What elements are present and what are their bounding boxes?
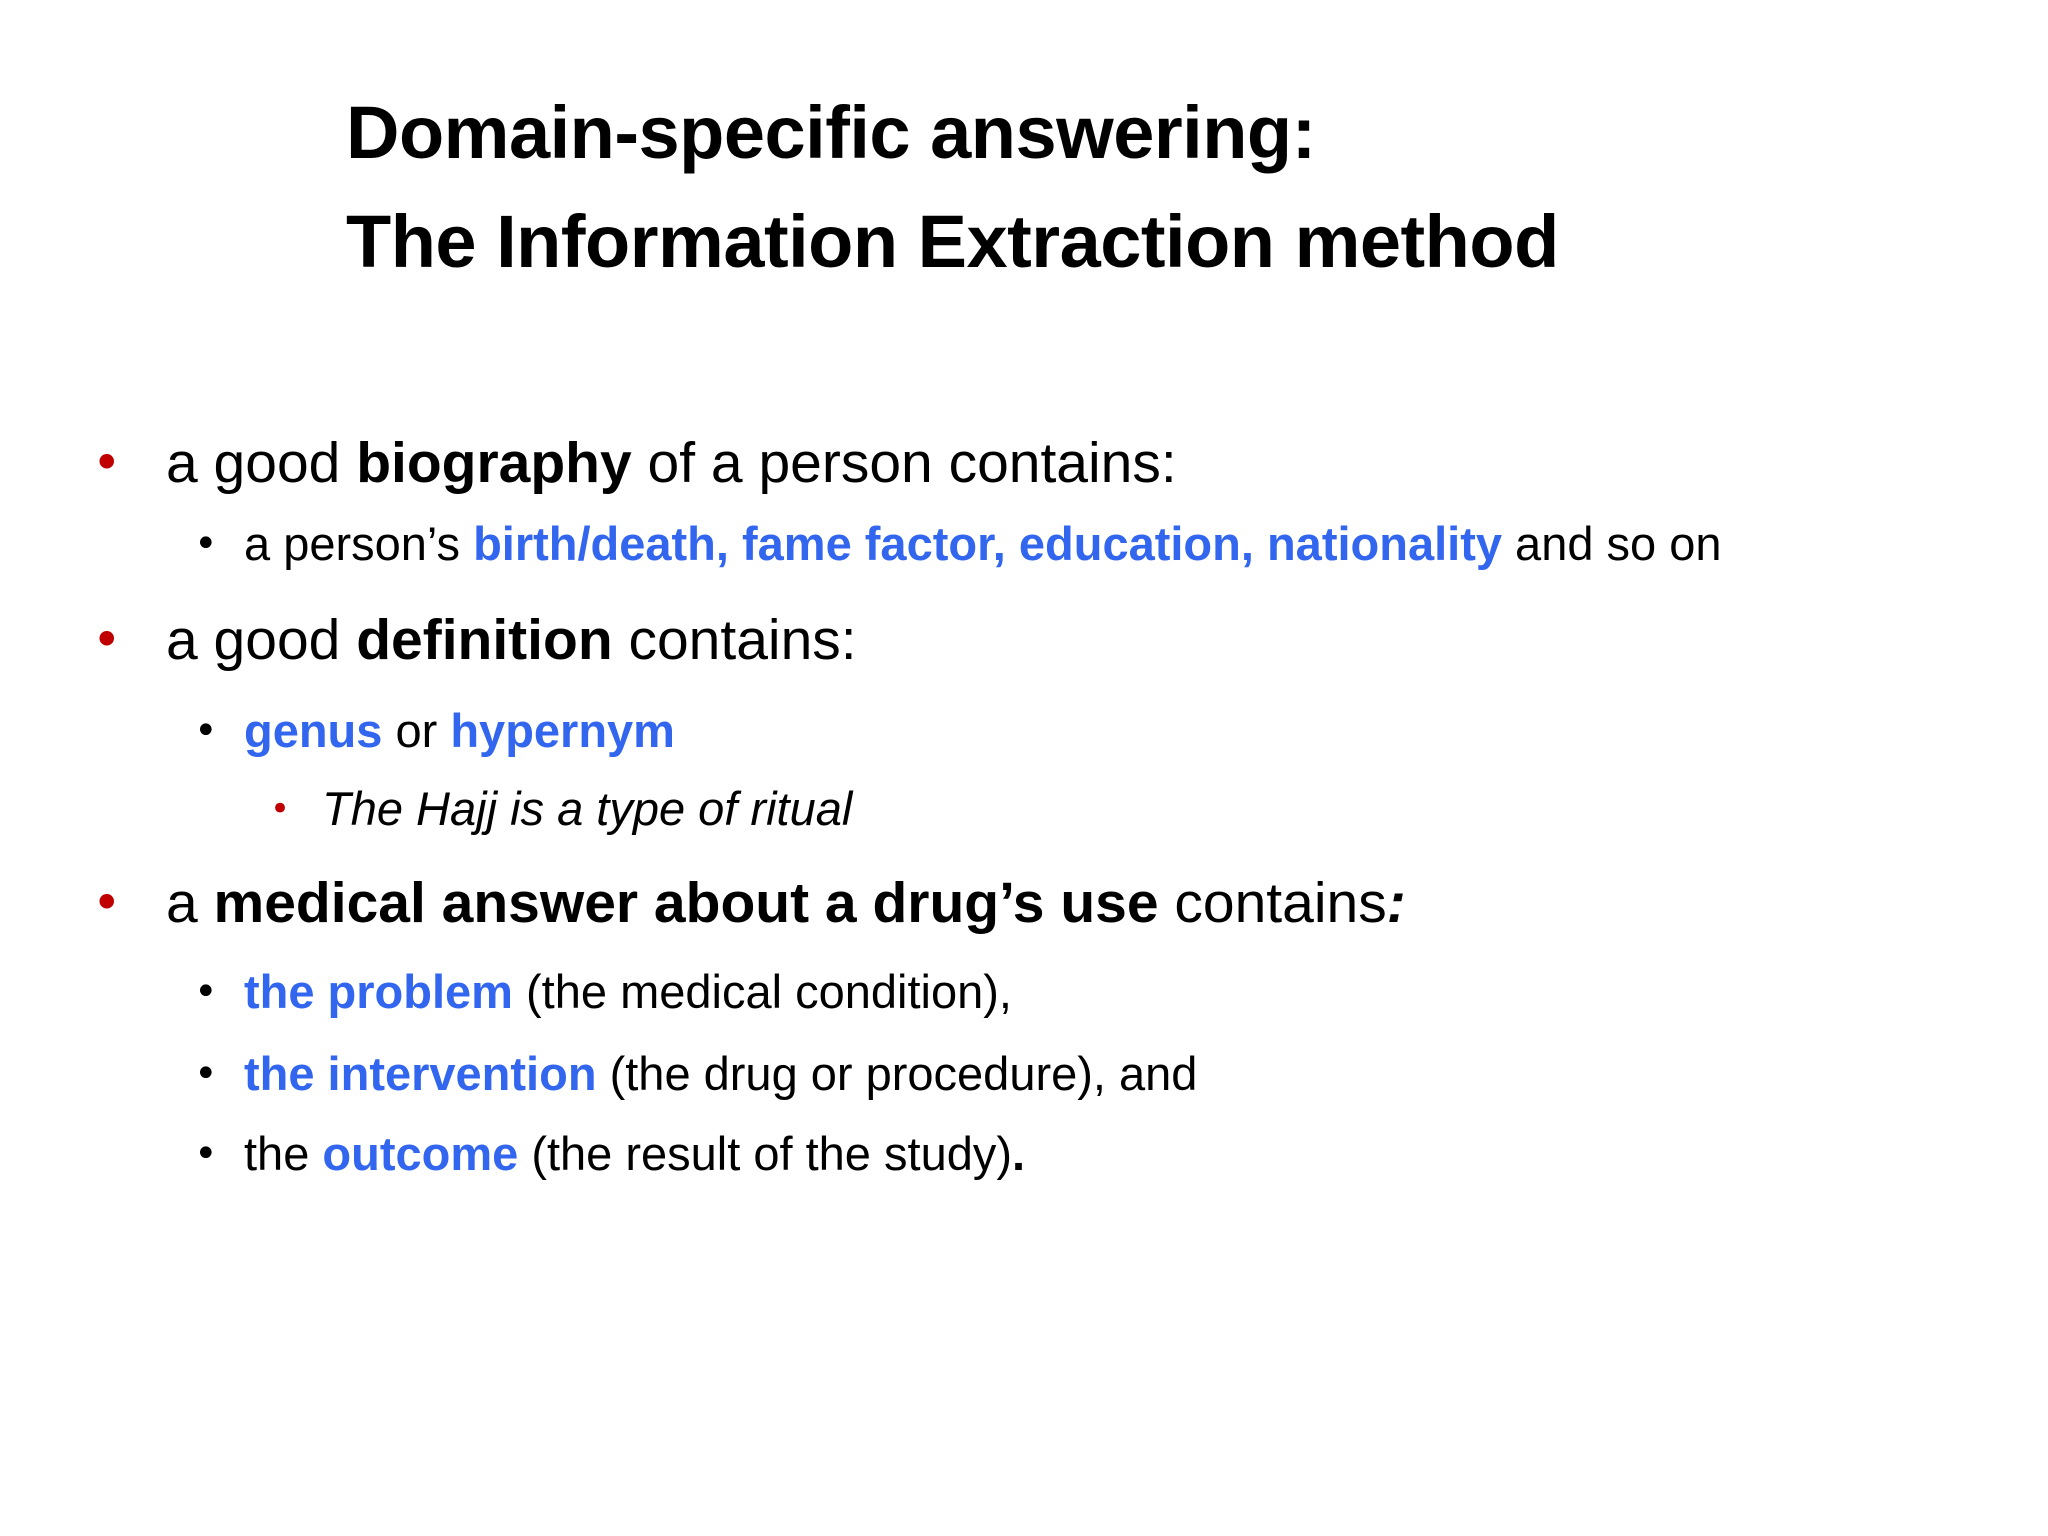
black-bullet-icon: • bbox=[194, 521, 218, 567]
problem-highlight: the problem bbox=[244, 965, 513, 1018]
intervention-post: (the drug or procedure), and bbox=[596, 1047, 1198, 1100]
biography-bold: biography bbox=[356, 431, 632, 495]
outcome-period: . bbox=[1012, 1127, 1026, 1180]
black-bullet-icon: • bbox=[194, 1131, 218, 1177]
definition-bold: definition bbox=[356, 608, 613, 672]
title-line-1: Domain-specific answering: bbox=[346, 91, 1316, 174]
definition-pre: a good bbox=[166, 608, 357, 672]
black-bullet-icon: • bbox=[194, 969, 218, 1015]
bullet-definition bbox=[92, 605, 857, 675]
red-bullet-icon: • bbox=[92, 874, 122, 932]
bullet-biography bbox=[92, 428, 1177, 498]
title-line-2: The Information Extraction method bbox=[346, 200, 1559, 283]
medical-colon: : bbox=[1386, 871, 1406, 935]
intervention-highlight: the intervention bbox=[244, 1047, 597, 1100]
sub-bullet-intervention bbox=[194, 1044, 1198, 1104]
problem-post: (the medical condition), bbox=[512, 965, 1012, 1018]
red-bullet-icon: • bbox=[270, 789, 291, 829]
slide-title bbox=[346, 78, 1946, 296]
medical-pre: a bbox=[166, 871, 214, 935]
sub-bullet-problem bbox=[194, 962, 1012, 1022]
genus-or: or bbox=[382, 704, 451, 757]
bullet-medical bbox=[92, 868, 1406, 938]
biography-sub-highlight: birth/death, fame factor, education, nationality bbox=[473, 517, 1502, 570]
red-bullet-icon: • bbox=[92, 434, 122, 492]
red-bullet-icon: • bbox=[92, 611, 122, 669]
biography-post: of a person contains: bbox=[631, 431, 1177, 495]
outcome-post: (the result of the study) bbox=[518, 1127, 1012, 1180]
sub-bullet-genus bbox=[194, 701, 675, 761]
black-bullet-icon: • bbox=[194, 1051, 218, 1097]
definition-post: contains: bbox=[612, 608, 857, 672]
hajj-example: The Hajj is a type of ritual bbox=[322, 782, 853, 835]
sub-bullet-biography bbox=[194, 514, 1722, 574]
sub-sub-bullet-example bbox=[270, 779, 853, 839]
outcome-highlight: outcome bbox=[322, 1127, 519, 1180]
biography-sub-pre: a person’s bbox=[244, 517, 474, 570]
sub-bullet-outcome bbox=[194, 1124, 1026, 1184]
hypernym-highlight: hypernym bbox=[450, 704, 675, 757]
genus-highlight: genus bbox=[244, 704, 383, 757]
black-bullet-icon: • bbox=[194, 708, 218, 754]
medical-bold: medical answer about a drug’s use bbox=[213, 871, 1159, 935]
biography-sub-post: and so on bbox=[1502, 517, 1722, 570]
outcome-pre: the bbox=[244, 1127, 323, 1180]
biography-pre: a good bbox=[166, 431, 357, 495]
medical-post: contains bbox=[1158, 871, 1387, 935]
